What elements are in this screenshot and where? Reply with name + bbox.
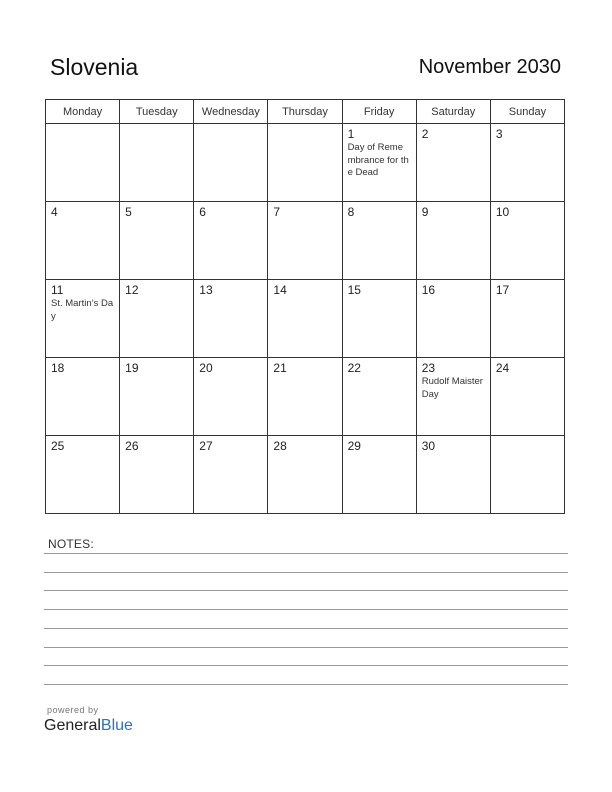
calendar-week-row [46,358,565,436]
day-number: 22 [347,361,361,375]
holiday-label: Rudolf Maister Day [421,376,483,400]
day-number: 14 [273,283,287,297]
day-number: 28 [273,439,287,453]
day-cell [416,124,490,202]
day-number: 12 [125,283,139,297]
powered-by-text: powered by [47,705,99,715]
day-cell [120,358,194,436]
day-cell [120,436,194,514]
weekday-header: Thursday [268,100,342,124]
day-number: 11 [51,283,64,297]
day-number: 6 [199,205,206,219]
day-number: 13 [199,283,213,297]
day-number: 25 [51,439,65,453]
brand-blue: Blue [100,717,133,734]
weekday-header: Tuesday [120,100,194,124]
calendar-grid [45,99,565,514]
brand-general: General [44,717,101,734]
day-cell [46,436,120,514]
note-line [44,647,568,648]
weekday-header: Monday [46,100,120,124]
calendar-week-row [46,124,565,202]
note-line [44,684,568,685]
notes-label: NOTES: [48,537,94,551]
note-line [44,553,568,554]
day-number: 16 [421,283,436,297]
day-number: 30 [421,439,436,453]
holiday-label: St. Martin’s Day [51,298,114,322]
day-cell [342,280,416,358]
day-number: 10 [495,205,510,219]
day-cell [268,202,342,280]
day-cell [120,124,194,202]
day-cell [194,358,268,436]
day-number: 29 [347,439,361,453]
day-number: 26 [125,439,139,453]
day-cell [490,358,564,436]
day-number: 21 [273,361,287,375]
weekday-header: Wednesday [194,100,268,124]
day-number: 18 [51,361,65,375]
day-cell [194,436,268,514]
day-cell [120,202,194,280]
day-number: 1 [347,127,355,141]
holiday-label: Day of Remembrance for the Dead [347,142,409,178]
note-line [44,665,568,666]
day-number: 15 [347,283,361,297]
day-number: 4 [51,205,58,219]
day-cell [342,202,416,280]
day-number: 5 [125,205,132,219]
day-cell [416,436,490,514]
day-cell [416,202,490,280]
day-number: 24 [495,361,510,375]
day-cell [342,124,416,202]
day-cell [490,124,564,202]
day-number: 7 [273,205,281,219]
note-line [44,572,568,573]
day-cell [46,358,120,436]
weekday-header: Friday [342,100,416,124]
day-cell [194,124,268,202]
day-cell [46,202,120,280]
calendar-week-row [46,280,565,358]
day-cell [416,358,490,436]
day-cell [490,436,564,514]
note-line [44,590,568,591]
note-line [44,628,568,629]
weekday-header: Saturday [416,100,490,124]
day-cell [120,280,194,358]
day-number: 27 [199,439,213,453]
weekday-header: Sunday [490,100,564,124]
day-cell [342,436,416,514]
day-number: 9 [421,205,429,219]
country-title: Slovenia [50,54,139,80]
calendar-week-row [46,202,565,280]
day-cell [268,280,342,358]
calendar-week-row [46,436,565,514]
generalblue-logo [44,717,133,735]
day-number: 19 [125,361,139,375]
day-number: 8 [347,205,355,219]
day-cell [342,358,416,436]
day-cell [416,280,490,358]
day-cell [268,436,342,514]
note-line [44,609,568,610]
day-cell [268,124,342,202]
month-year-title: November 2030 [418,56,561,78]
day-cell [46,280,120,358]
day-cell [490,202,564,280]
day-number: 3 [495,127,503,141]
day-number: 23 [421,361,436,375]
day-number: 20 [199,361,213,375]
day-cell [268,358,342,436]
day-cell [46,124,120,202]
day-number: 2 [421,127,429,141]
weekday-header-row [46,100,565,124]
day-cell [194,280,268,358]
day-number: 17 [495,283,510,297]
day-cell [490,280,564,358]
day-cell [194,202,268,280]
